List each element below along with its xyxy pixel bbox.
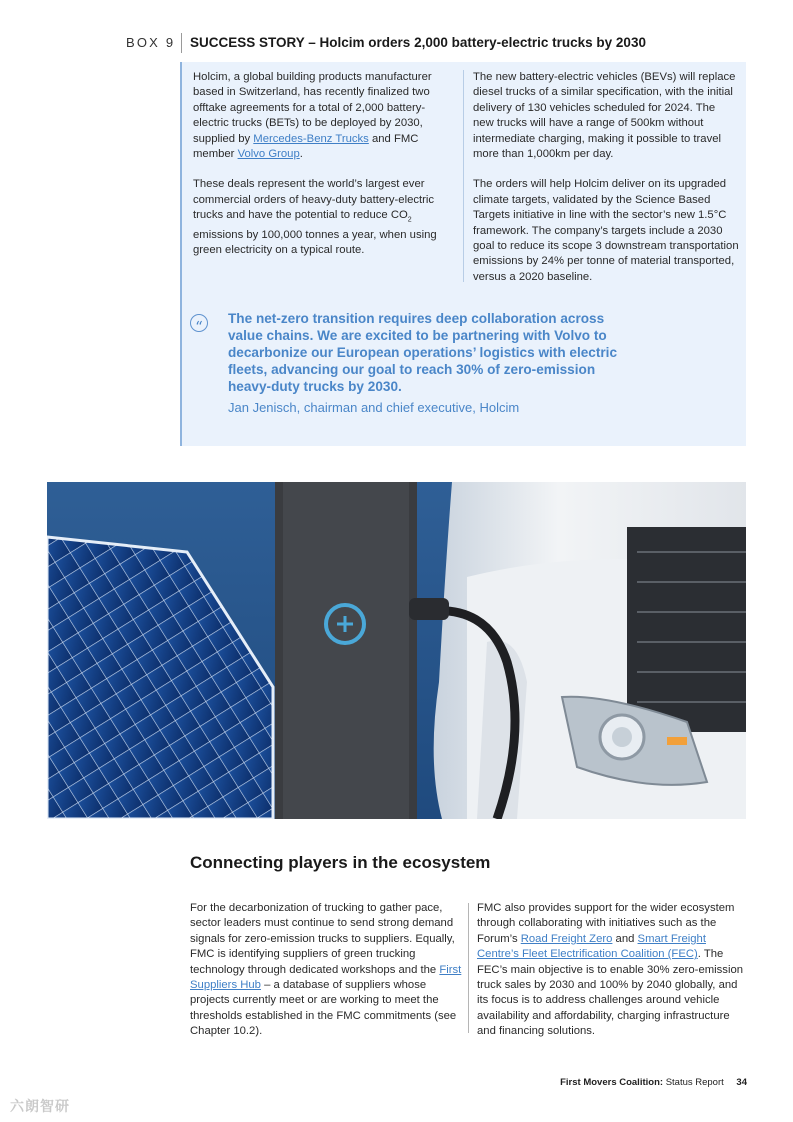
watermark: 六朗智研 (10, 1098, 70, 1114)
quote-icon: “ (190, 314, 208, 332)
road-freight-zero-link[interactable]: Road Freight Zero (520, 932, 613, 945)
first-suppliers-hub-link[interactable]: First Suppliers Hub (190, 963, 462, 992)
page-number: 34 (736, 1077, 747, 1088)
box-label: BOX 9 (126, 35, 176, 50)
photo-solar-charger-truck (47, 482, 746, 819)
section-column-divider (468, 903, 469, 1033)
electric-truck (434, 482, 746, 819)
box-left-column (193, 70, 455, 274)
section-left-column (190, 901, 462, 1055)
box-divider (181, 33, 182, 53)
section-heading: Connecting players in the ecosystem (190, 853, 491, 872)
fleet-electrification-coalition-link[interactable]: Smart Freight Centre’s Fleet Electrification Coalition (FEC) (477, 932, 706, 961)
box-paragraph: The orders will help Holcim deliver on its upgraded climate targets, validated by the Science Based Targets initiative in line with the sector’s new 1.5°C framework. The company’s targets include a 2030 goal to reduce its scope 3 downstream transportation emissions by 24% per tonne of material transported, versus a 2020 baseline. (473, 178, 739, 283)
box-column-divider (463, 70, 464, 282)
mercedes-benz-trucks-link[interactable]: Mercedes-Benz Trucks (253, 132, 369, 145)
box-right-column (473, 70, 739, 300)
box-paragraph: These deals represent the world’s largest ever commercial orders of heavy-duty battery-electric trucks and have the potential to reduce $CO_2$ emissions by 100,000 tonnes a year, when using green electricity on a typical route. (193, 178, 437, 257)
page-footer (560, 1077, 747, 1088)
footer-brand: First Movers Coalition: (560, 1077, 664, 1088)
pull-quote: The net-zero transition requires deep collaboration across value chains. We are excited to be partnering with Volvo to decarbonize our European operations’ logistics with electric fleets, advancing our goal to reach 30% of zero-emission heavy-duty trucks by 2030. (228, 311, 618, 394)
box-paragraph: Holcim, a global building products manufacturer based in Switzerland, has recently finalized two offtake agreements for a total of 2,000 battery-electric trucks (BETs) to be deployed by 2030, supplied by Mercedes-Benz Trucks and FMC member Volvo Group. (193, 71, 432, 161)
quote-attribution: Jan Jenisch, chairman and chief executive, Holcim (228, 400, 520, 415)
volvo-group-link[interactable]: Volvo Group (237, 148, 300, 161)
charging-station (275, 482, 417, 819)
box-paragraph: The new battery-electric vehicles (BEVs) will replace diesel trucks of a similar specification, with the initial delivery of 130 vehicles scheduled for 2024. The new trucks will have a range of 500km without intermediate charging, making it possible to travel more than 1,000km per day. (473, 71, 736, 161)
section-paragraph: FMC also provides support for the wider ecosystem through collaborating with initiatives such as the Forum’s Road Freight Zero and Smart Freight Centre’s Fleet Electrification Coalition (FEC). The FEC’s main objective is to enable 30% zero-emission truck sales by 2030 and 100% by 2040 globally, and its focus is to address challenges around vehicle availability and affordability, charging infrastructure and financing solutions. (477, 902, 744, 1038)
footer-report: Status Report (665, 1077, 724, 1088)
section-right-column (477, 901, 749, 1055)
box-title: SUCCESS STORY – Holcim orders 2,000 battery-electric trucks by 2030 (190, 35, 646, 50)
section-paragraph: For the decarbonization of trucking to gather pace, sector leaders must continue to send strong demand signals for zero-emission trucks to suppliers. Equally, FMC is identifying suppliers of green trucking technology through dedicated workshops and the First Suppliers Hub – a database of suppliers whose projects currently meet or are working to meet the thresholds established in the FMC commitments (see Chapter 10.2). (190, 902, 462, 1038)
